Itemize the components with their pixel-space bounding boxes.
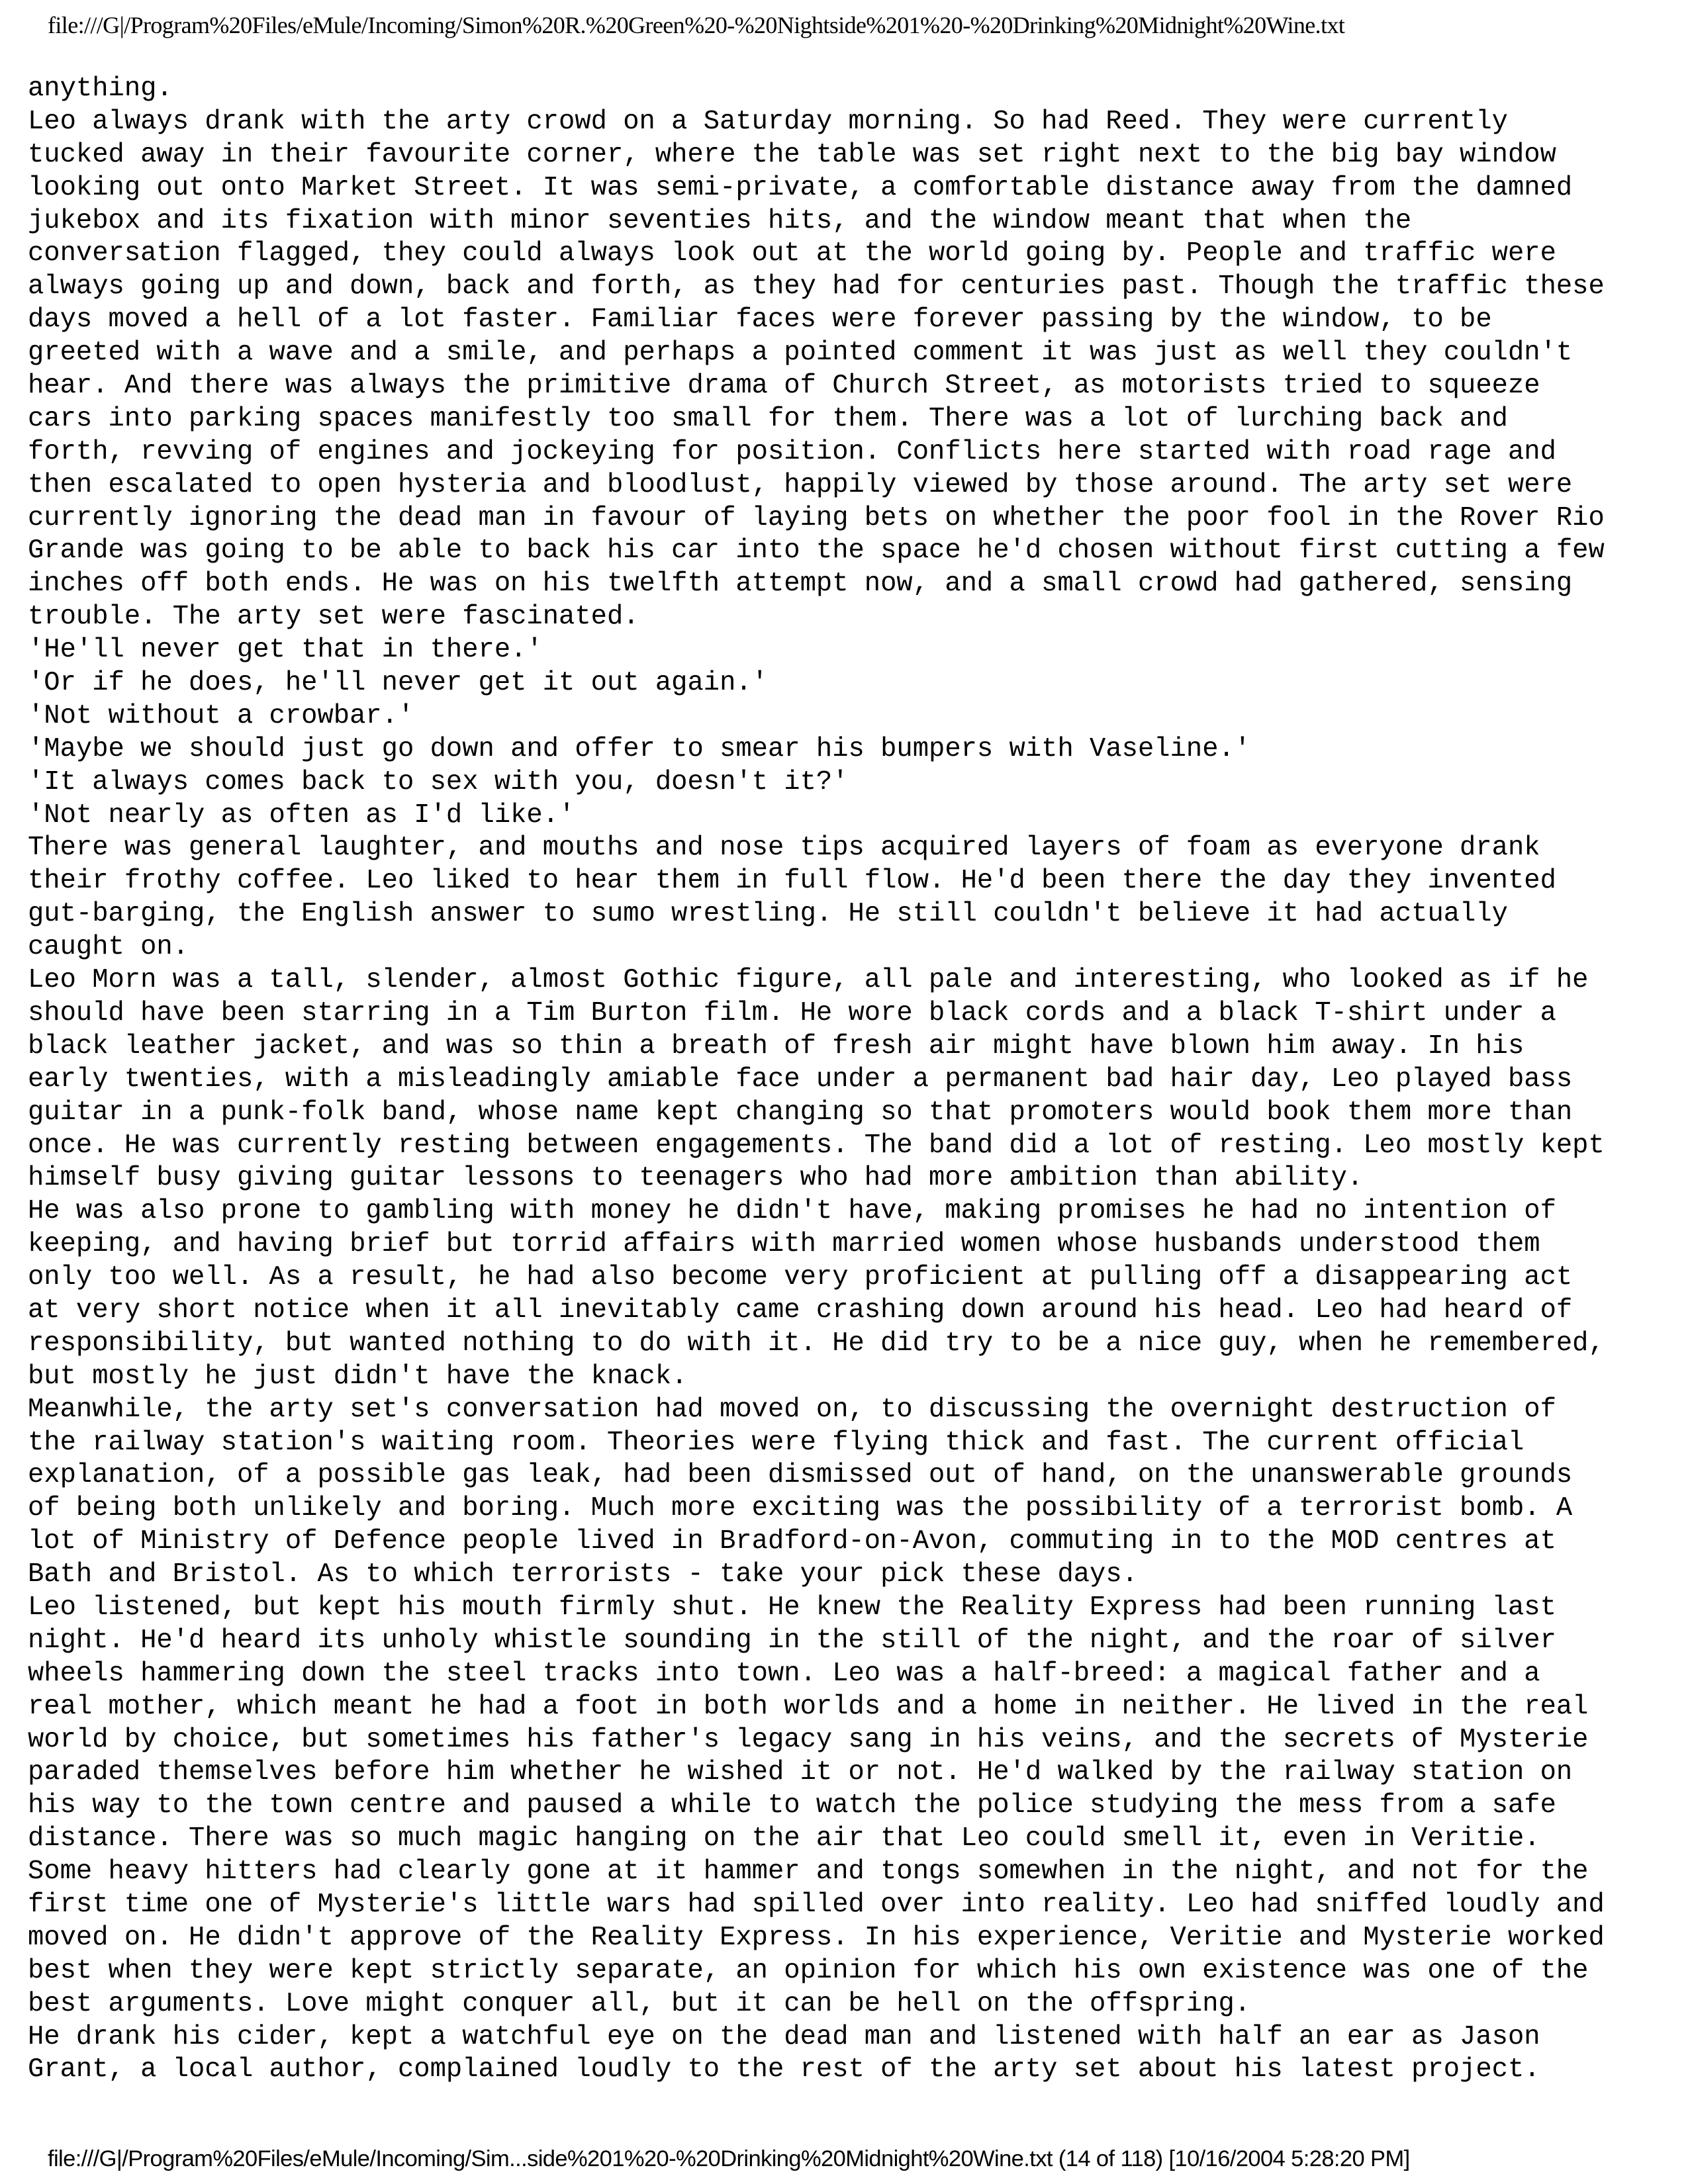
page-header-url: file:///G|/Program%20Files/eMule/Incoming/Simon%20R.%20Green%20-%20Nightside%201%20-%20Drinking%20Midnight%20Wine.txt (48, 12, 1345, 38)
text-line: Grande was going to be able to back his car into the space he'd chosen without first cutting a few (28, 535, 1605, 567)
text-line: lot of Ministry of Defence people lived in Bradford-on-Avon, commuting in to the MOD centres at (28, 1526, 1556, 1557)
text-line: hear. And there was always the primitive drama of Church Street, as motorists tried to squeeze (28, 371, 1540, 402)
text-line: best arguments. Love might conquer all, but it can be hell on the offspring. (28, 1988, 1251, 2019)
text-line: forth, revving of engines and jockeying for position. Conflicts here started with road rage and (28, 436, 1556, 467)
text-line: guitar in a punk-folk band, whose name kept changing so that promoters would book them more than (28, 1097, 1573, 1128)
text-line: once. He was currently resting between engagements. The band did a lot of resting. Leo mostly kept (28, 1130, 1605, 1161)
text-line: There was general laughter, and mouths and nose tips acquired layers of foam as everyone drank (28, 833, 1540, 864)
text-line: early twenties, with a misleadingly amiable face under a permanent bad hair day, Leo played bass (28, 1064, 1573, 1095)
text-line: caught on. (28, 932, 189, 963)
text-line: tucked away in their favourite corner, where the table was set right next to the big bay window (28, 139, 1556, 170)
text-line: Bath and Bristol. As to which terrorists - take your pick these days. (28, 1559, 1138, 1590)
text-line: 'Maybe we should just go down and offer to smear his bumpers with Vaseline.' (28, 733, 1251, 764)
text-line: distance. There was so much magic hanging on the air that Leo could smell it, even in Veritie. (28, 1823, 1540, 1854)
text-line: at very short notice when it all inevitably came crashing down around his head. Leo had heard of (28, 1295, 1573, 1326)
text-line: real mother, which meant he had a foot in both worlds and a home in neither. He lived in the real (28, 1691, 1589, 1722)
text-line: He drank his cider, kept a watchful eye on the dead man and listened with half an ear as Jason (28, 2021, 1540, 2052)
text-line: then escalated to open hysteria and bloodlust, happily viewed by those around. The arty set were (28, 469, 1573, 500)
text-line: only too well. As a result, he had also become very proficient at pulling off a disappearing act (28, 1262, 1573, 1293)
text-line: should have been starring in a Tim Burton film. He wore black cords and a black T-shirt under a (28, 997, 1556, 1028)
text-line: gut-barging, the English answer to sumo wrestling. He still couldn't believe it had actually (28, 899, 1508, 930)
text-line: 'Or if he does, he'll never get it out again.' (28, 668, 768, 699)
text-line: their frothy coffee. Leo liked to hear them in full flow. He'd been there the day they invented (28, 866, 1556, 897)
text-line: trouble. The arty set were fascinated. (28, 602, 639, 633)
text-line: first time one of Mysterie's little wars had spilled over into reality. Leo had sniffed loudly and (28, 1889, 1605, 1920)
document-body (28, 73, 1669, 2087)
text-line: keeping, and having brief but torrid affairs with married women whose husbands understood them (28, 1229, 1540, 1260)
text-line: the railway station's waiting room. Theories were flying thick and fast. The current official (28, 1427, 1524, 1458)
text-line: Grant, a local author, complained loudly to the rest of the arty set about his latest project. (28, 2054, 1540, 2085)
text-line: of being both unlikely and boring. Much more exciting was the possibility of a terrorist bomb. A (28, 1493, 1573, 1524)
text-line: paraded themselves before him whether he wished it or not. He'd walked by the railway station on (28, 1757, 1573, 1788)
text-line: jukebox and its fixation with minor seventies hits, and the window meant that when the (28, 205, 1412, 236)
text-line: Meanwhile, the arty set's conversation had moved on, to discussing the overnight destruction of (28, 1394, 1556, 1425)
page-footer-url: file:///G|/Program%20Files/eMule/Incoming/Sim...side%201%20-%20Drinking%20Midnight%20Wine.txt (14 of 118) [10/16/2004 5:28:20 PM] (48, 2146, 1410, 2171)
text-line: himself busy giving guitar lessons to teenagers who had more ambition than ability. (28, 1163, 1364, 1194)
text-line: best when they were kept strictly separate, an opinion for which his own existence was one of the (28, 1955, 1589, 1986)
text-line: but mostly he just didn't have the knack. (28, 1361, 688, 1392)
text-line: his way to the town centre and paused a while to watch the police studying the mess from a safe (28, 1790, 1556, 1821)
text-line: 'Not nearly as often as I'd like.' (28, 799, 575, 831)
text-line: world by choice, but sometimes his father's legacy sang in his veins, and the secrets of Mysterie (28, 1724, 1589, 1755)
text-line: He was also prone to gambling with money he didn't have, making promises he had no intention of (28, 1196, 1556, 1227)
text-line: conversation flagged, they could always look out at the world going by. People and traffic were (28, 238, 1556, 269)
text-line: days moved a hell of a lot faster. Familiar faces were forever passing by the window, to be (28, 304, 1492, 336)
text-line: looking out onto Market Street. It was semi-private, a comfortable distance away from the damned (28, 172, 1573, 203)
text-line: greeted with a wave and a smile, and perhaps a pointed comment it was just as well they couldn't (28, 338, 1573, 369)
text-line: black leather jacket, and was so thin a breath of fresh air might have blown him away. In his (28, 1030, 1524, 1062)
text-line: currently ignoring the dead man in favour of laying bets on whether the poor fool in the Rover Rio (28, 502, 1605, 533)
text-line: cars into parking spaces manifestly too small for them. There was a lot of lurching back and (28, 403, 1508, 434)
text-line: anything. (28, 73, 173, 104)
text-line: Some heavy hitters had clearly gone at it hammer and tongs somewhen in the night, and not for the (28, 1856, 1589, 1888)
text-line: night. He'd heard its unholy whistle sounding in the still of the night, and the roar of silver (28, 1625, 1556, 1656)
text-line: wheels hammering down the steel tracks into town. Leo was a half-breed: a magical father and a (28, 1658, 1540, 1689)
text-line: always going up and down, back and forth, as they had for centuries past. Though the traffic these (28, 271, 1605, 302)
text-line: 'It always comes back to sex with you, doesn't it?' (28, 766, 849, 797)
text-line: explanation, of a possible gas leak, had been dismissed out of hand, on the unanswerable grounds (28, 1460, 1573, 1491)
text-line: Leo always drank with the arty crowd on a Saturday morning. So had Reed. They were currently (28, 106, 1508, 137)
text-line: 'Not without a crowbar.' (28, 700, 414, 731)
text-line: 'He'll never get that in there.' (28, 635, 543, 666)
text-line: responsibility, but wanted nothing to do with it. He did try to be a nice guy, when he remembered, (28, 1328, 1605, 1359)
text-line: Leo Morn was a tall, slender, almost Gothic figure, all pale and interesting, who looked as if he (28, 965, 1589, 996)
text-line: moved on. He didn't approve of the Reality Express. In his experience, Veritie and Mysterie worked (28, 1922, 1605, 1953)
text-line: inches off both ends. He was on his twelfth attempt now, and a small crowd had gathered, sensing (28, 569, 1573, 600)
text-line: Leo listened, but kept his mouth firmly shut. He knew the Reality Express had been running last (28, 1592, 1556, 1623)
